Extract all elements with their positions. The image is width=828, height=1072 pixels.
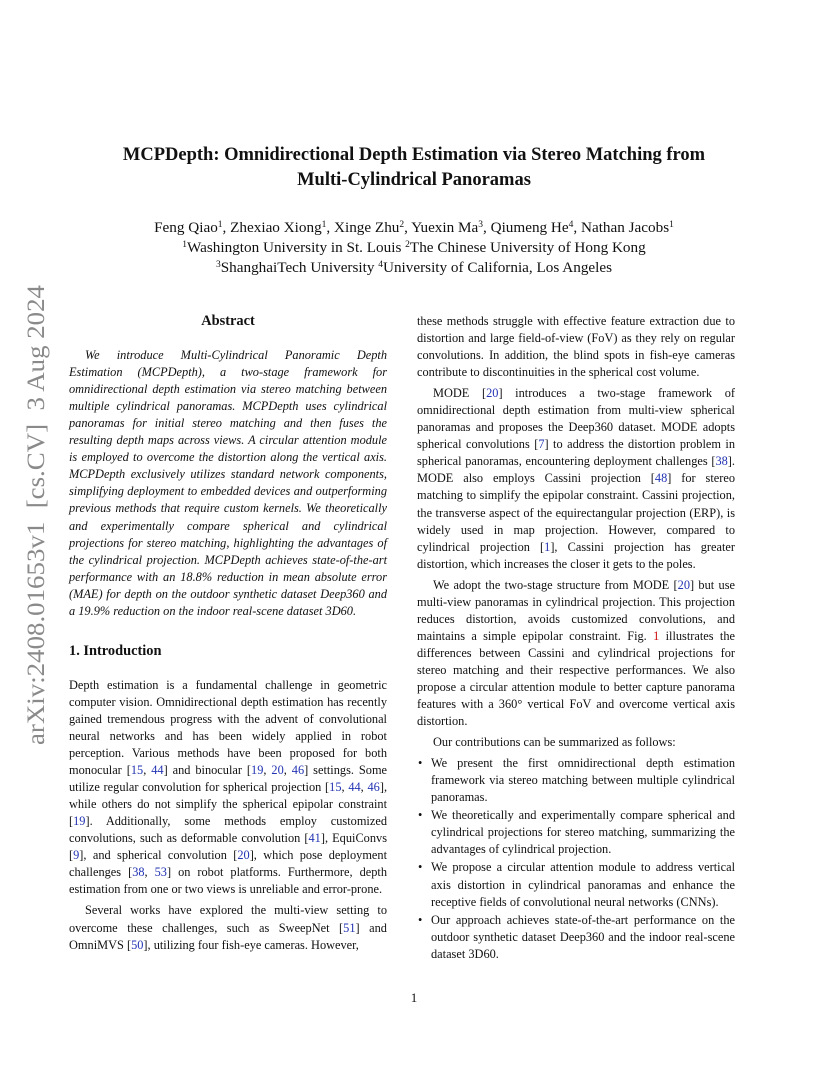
arxiv-stamp-svg bbox=[20, 280, 52, 750]
affiliation: ShanghaiTech University bbox=[220, 259, 375, 276]
intro-paragraph-5 bbox=[417, 577, 735, 730]
arxiv-id-text: arXiv:2408.01653v1 [cs.CV] 3 Aug 2024 bbox=[23, 317, 50, 745]
affiliation: Washington University in St. Louis bbox=[187, 239, 402, 256]
citation-link[interactable]: 44 bbox=[348, 780, 361, 795]
paragraph-text: ], utilizing four fish-eye cameras. However, bbox=[143, 937, 359, 952]
intro-paragraph-4 bbox=[417, 385, 735, 573]
affiliation-mark: 1 bbox=[182, 240, 188, 250]
author-name: Feng Qiao bbox=[154, 219, 218, 236]
abstract-heading: Abstract bbox=[201, 313, 255, 329]
paragraph-text: ] for stereo matching to simplify the epipolar constraint. Cassini projection, the transverse aspect of the equirectangular projection (ERP), is widely used in map projection. However, compared to cylindrical projection [ bbox=[417, 471, 735, 554]
author-name: Qiumeng He bbox=[490, 219, 569, 236]
citation-link[interactable]: 20 bbox=[271, 763, 284, 778]
paragraph-text: ], EquiConvs [ bbox=[69, 831, 387, 863]
citation-link[interactable]: 38 bbox=[132, 865, 145, 880]
paragraph-text: ] on robot platforms. Furthermore, depth estimation from one or two views is unreliable and error-prone. bbox=[69, 865, 388, 897]
title-line-1: MCPDepth: Omnidirectional Depth Estimation via Stereo Matching from bbox=[122, 145, 706, 165]
list-item bbox=[417, 912, 735, 963]
author-name: Nathan Jacobs bbox=[580, 219, 670, 236]
affiliation-line-2 bbox=[60, 258, 768, 278]
bullet-icon: • bbox=[418, 860, 423, 875]
author-affiliation-mark: 2 bbox=[399, 220, 405, 230]
author-name: Zhexiao Xiong bbox=[230, 219, 322, 236]
title-line-2: Multi-Cylindrical Panoramas bbox=[297, 170, 531, 190]
author-affiliation-mark: 1 bbox=[669, 220, 674, 230]
citation-link[interactable]: 46 bbox=[291, 763, 305, 778]
citation-link[interactable]: 46 bbox=[367, 780, 380, 795]
intro-paragraph-2 bbox=[69, 902, 387, 953]
citation-link[interactable]: 19 bbox=[73, 814, 86, 829]
citation-link[interactable]: 9 bbox=[73, 848, 80, 863]
paragraph-text: illustrates the differences between Cassini and cylindrical projections for stereo matching and their respective performances. We also propose a circular attention module to better capture panorama features with a 360° vertical FoV and overcome vertical axis distortion. bbox=[417, 628, 735, 729]
paragraph-text: MODE [ bbox=[433, 386, 487, 401]
paragraph-text: ], and spherical convolution [ bbox=[79, 848, 238, 863]
left-column bbox=[69, 313, 387, 958]
list-item bbox=[417, 807, 735, 858]
paragraph-text: ] settings. Some utilize regular convolution for spherical projection [ bbox=[69, 763, 388, 795]
page-number: 1 bbox=[410, 990, 418, 1005]
affiliation-mark: 3 bbox=[215, 260, 221, 270]
paragraph-text: ], while others do not simplify the spherical epipolar constraint [ bbox=[69, 780, 388, 829]
affiliation-mark: 4 bbox=[378, 260, 383, 270]
citation-link[interactable]: 44 bbox=[151, 763, 164, 778]
author-affiliation-mark: 1 bbox=[217, 220, 223, 230]
citation-link[interactable]: 15 bbox=[329, 780, 342, 795]
paragraph-text: ], Cassini projection has greater distortion, which increases the closer it gets to the poles. bbox=[417, 539, 736, 571]
author-affiliation-mark: 3 bbox=[478, 220, 484, 230]
list-item bbox=[417, 859, 735, 910]
list-item-text: We theoretically and experimentally compare spherical and cylindrical projections for stereo matching, summarizing the advantages of cylindrical projection. bbox=[431, 808, 735, 857]
citation-link[interactable]: 15 bbox=[130, 763, 144, 778]
citation-link[interactable]: 19 bbox=[251, 763, 264, 778]
intro-paragraph-6: Our contributions can be summarized as follows: bbox=[433, 735, 676, 750]
intro-paragraph-3: these methods struggle with effective feature extraction due to distortion and large field-of-view (FoV) as they rely on regular convolutions. In addition, the blind spots in fish-eye cameras contribute to discontinuities in the spherical cost volume. bbox=[417, 314, 735, 380]
paper-title bbox=[60, 143, 768, 193]
list-item-text: We present the first omnidirectional depth estimation framework via stereo matching between multiple cylindrical panoramas. bbox=[431, 756, 735, 805]
affiliation: University of California, Los Angeles bbox=[382, 259, 613, 276]
affiliation: The Chinese University of Hong Kong bbox=[409, 239, 646, 256]
citation-link[interactable]: 51 bbox=[343, 920, 356, 935]
paragraph-text: ]. Additionally, some methods employ customized convolutions, such as deformable convolution [ bbox=[69, 814, 387, 846]
citation-link[interactable]: 50 bbox=[131, 937, 144, 952]
paragraph-text: ] and binocular [ bbox=[163, 763, 252, 778]
author-block bbox=[60, 218, 768, 278]
bullet-icon: • bbox=[418, 756, 423, 771]
paragraph-text: ] to address the distortion problem in spherical panoramas, encountering deployment challenges [ bbox=[417, 437, 735, 469]
list-item bbox=[417, 755, 735, 806]
citation-link[interactable]: 38 bbox=[715, 454, 728, 469]
list-item-text: We propose a circular attention module to address vertical axis distortion in cylindrical panoramas and enhance the receptive fields of convolutional neural networks (CNNs). bbox=[431, 860, 735, 909]
figure-reference-link[interactable]: 1 bbox=[653, 628, 660, 643]
author-affiliation-mark: 1 bbox=[321, 220, 327, 230]
citation-link[interactable]: 7 bbox=[538, 437, 545, 452]
affiliation-mark: 2 bbox=[405, 240, 410, 250]
paragraph-text: ]. MODE also employs Cassini projection [ bbox=[417, 454, 735, 486]
bullet-icon: • bbox=[418, 912, 423, 927]
paragraph-text: ] introduces a two-stage framework of omnidirectional depth estimation from multi-view spherical panoramas and proposes the Deep360 dataset. MODE adopts spherical convolutions [ bbox=[417, 386, 736, 452]
arxiv-identifier-stamp bbox=[20, 280, 52, 750]
paragraph-text: Several works have explored the multi-view setting to overcome these challenges, such as SweepNet [ bbox=[69, 903, 387, 935]
paragraph-text: We adopt the two-stage structure from MODE [ bbox=[433, 577, 678, 592]
bullet-icon: • bbox=[418, 808, 423, 823]
contributions-list bbox=[417, 755, 735, 963]
introduction-heading: 1. Introduction bbox=[69, 642, 162, 659]
intro-paragraph-1: Depth estimation is a fundamental challenge in geometric computer vision. Omnidirectional depth estimation has recently gained tremendous progress with the advent of convolutional neural networks and has been widely applied in robot perception. Various methods have been proposed for both monocular [15, 44] and binocular [19, 20, 46] settings. Some utilize regular convolution for spherical projection [15, 44, 46], while others do not simplify the spherical epipolar constraint [19]. Additionally, some methods employ customized convolutions, such as deformable convolution [41], EquiConvs [9], and spherical convolution [20], which pose deployment challenges [38, 53] on robot platforms. Furthermore, depth estimation from one or two views is unreliable and error-prone. bbox=[69, 677, 388, 897]
citation-link[interactable]: 48 bbox=[654, 471, 668, 486]
abstract-text: We introduce Multi-Cylindrical Panoramic Depth Estimation (MCPDepth), a two-stage framework for omnidirectional depth estimation via stereo matching between multiple cylindrical panoramas. MCPDepth uses cylindrical panoramas for initial stereo matching and then fuses the resulting depth maps across views. A circular attention module is employed to overcome the distortion along the vertical axis. MCPDepth exclusively utilizes standard network components, simplifying deployment to embedded devices and outperforming previous methods that require custom kernels. We theoretically and experimentally compare spherical and cylindrical projections for stereo matching, highlighting the advantages of the cylindrical projection. MCPDepth achieves state-of-the-art performance with an 18.8% reduction in mean absolute error (MAE) for depth on the outdoor synthetic dataset Deep360 and a 19.9% reduction on the indoor real-scene dataset 3D60. bbox=[69, 348, 387, 618]
citation-link[interactable]: 53 bbox=[154, 865, 167, 880]
right-column bbox=[417, 313, 735, 964]
author-affiliation-mark: 4 bbox=[568, 220, 574, 230]
affiliation-line-1 bbox=[60, 238, 768, 258]
paragraph-text: ] but use multi-view panoramas in cylindrical projection. This projection reduces distortion, avoids customized convolutions, and maintains a simple epipolar constraint. Fig. bbox=[417, 577, 735, 643]
citation-link[interactable]: 1 bbox=[544, 539, 551, 554]
author-name: Xinge Zhu bbox=[334, 219, 400, 236]
paragraph-text: Depth estimation is a fundamental challenge in geometric computer vision. Omnidirectional depth estimation has recently gained tremendous progress with the advent of convolutional neural networks and has been widely applied in robot perception. Various methods have been proposed for both monocular [ bbox=[69, 677, 387, 778]
citation-link[interactable]: 41 bbox=[308, 831, 321, 846]
citation-link[interactable]: 20 bbox=[237, 848, 250, 863]
citation-link[interactable]: 20 bbox=[486, 386, 499, 401]
author-name: Yuexin Ma bbox=[411, 219, 479, 236]
citation-link[interactable]: 20 bbox=[677, 577, 690, 592]
paragraph-text: ], which pose deployment challenges [ bbox=[69, 848, 387, 880]
author-list: Feng Qiao$^1$, Zhexiao Xiong$^1$, Xinge Zhu$^2$, Yuexin Ma$^3$, Qiumeng He$^4$, Nathan Jacobs$^1$ bbox=[154, 219, 674, 236]
list-item-text: Our approach achieves state-of-the-art performance on the outdoor synthetic dataset Deep360 and the indoor real-scene dataset 3D60. bbox=[431, 912, 735, 961]
paragraph-text: ] and OmniMVS [ bbox=[69, 920, 387, 952]
